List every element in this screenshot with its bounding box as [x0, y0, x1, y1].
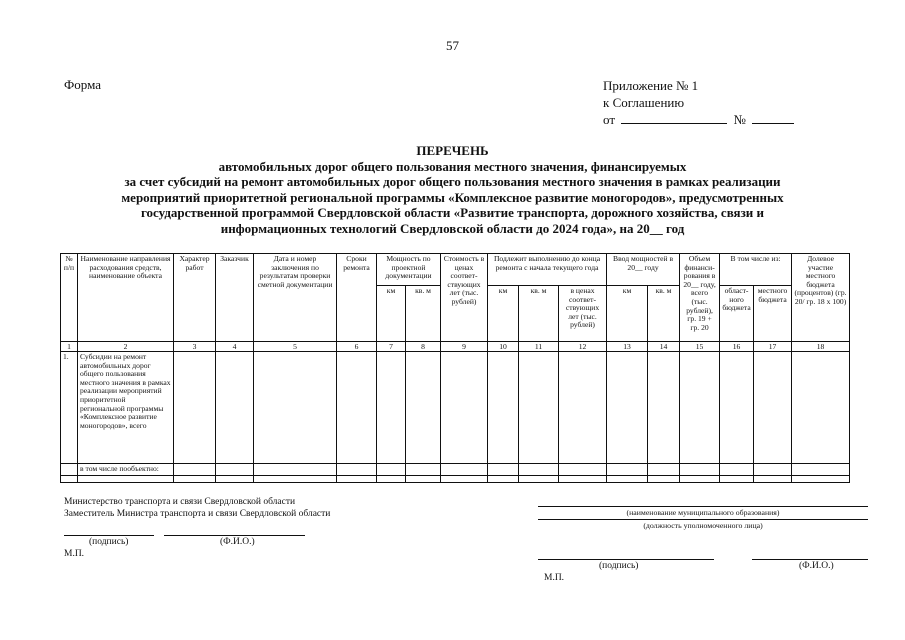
table-row	[61, 464, 850, 476]
empty-cell	[720, 352, 754, 464]
col-number: 3	[174, 342, 216, 352]
empty-cell	[559, 352, 607, 464]
empty-cell	[61, 475, 78, 482]
empty-cell	[754, 464, 792, 476]
annex-title: Приложение № 1	[603, 78, 699, 93]
empty-cell	[519, 464, 559, 476]
empty-cell	[754, 352, 792, 464]
col-number: 16	[720, 342, 754, 352]
number-blank	[752, 111, 794, 124]
signature-line-right	[538, 559, 714, 560]
col-number: 5	[254, 342, 337, 352]
empty-cell	[216, 475, 254, 482]
header-capacity-sqm: кв. м	[406, 286, 441, 342]
empty-cell	[680, 352, 720, 464]
empty-cell	[519, 475, 559, 482]
empty-cell	[174, 352, 216, 464]
empty-cell	[174, 475, 216, 482]
empty-cell	[607, 464, 648, 476]
header-volume: Объем финанси-рования в 20__ году, всего (тыс. рублей), гр. 19 + гр. 20	[680, 254, 720, 342]
header-including: В том числе из:	[720, 254, 792, 286]
header-subject-sqm: кв. м	[519, 286, 559, 342]
header-terms: Сроки ремонта	[337, 254, 377, 342]
header-capacity: Мощность по проектной документации	[377, 254, 441, 286]
title-line-5: государственной программой Свердловской области «Развитие транспорта, дорожного хозяйства, связи и	[140, 205, 765, 220]
empty-cell	[607, 475, 648, 482]
annex-from-label: от	[603, 112, 616, 127]
empty-cell	[559, 464, 607, 476]
header-customer: Заказчик	[216, 254, 254, 342]
col-number: 1	[61, 342, 78, 352]
empty-cell	[337, 464, 377, 476]
empty-cell	[406, 352, 441, 464]
position-line	[538, 519, 868, 520]
col-number: 8	[406, 342, 441, 352]
header-cost: Стоимость в ценах соответ-ствующих лет (тыс. рублей)	[441, 254, 488, 342]
header-input-sqm: кв. м	[648, 286, 680, 342]
header-subject-km: км	[488, 286, 519, 342]
empty-cell	[337, 475, 377, 482]
empty-cell	[559, 475, 607, 482]
empty-cell	[216, 352, 254, 464]
col-number: 6	[337, 342, 377, 352]
signature-line	[64, 535, 154, 536]
empty-cell	[441, 464, 488, 476]
empty-cell	[648, 352, 680, 464]
col-number: 18	[792, 342, 850, 352]
empty-cell	[254, 475, 337, 482]
col-number: 14	[648, 342, 680, 352]
col-number: 4	[216, 342, 254, 352]
col-number: 7	[377, 342, 406, 352]
roads-table	[60, 253, 850, 483]
col-number: 12	[559, 342, 607, 352]
empty-cell	[792, 352, 850, 464]
fio-caption: (Ф.И.О.)	[220, 537, 255, 547]
title-line-6: информационных технологий Свердловской области до 2024 года», на 20__ год	[220, 220, 685, 236]
empty-cell	[377, 464, 406, 476]
header-conclusion: Дата и номер заключения по результатам проверки сметной документации	[254, 254, 337, 342]
deputy-minister: Заместитель Министра транспорта и связи Свердловской области	[64, 509, 331, 519]
position-caption: (должность уполномоченного лица)	[643, 521, 763, 530]
annex-number-label: №	[733, 112, 746, 127]
empty-cell	[337, 352, 377, 464]
fio-line-right	[752, 559, 868, 560]
municipality-line	[538, 506, 868, 507]
empty-cell	[720, 475, 754, 482]
municipality-caption: (наименование муниципального образования)	[626, 508, 780, 517]
empty-cell	[720, 464, 754, 476]
empty-cell	[488, 464, 519, 476]
header-num: № п/п	[61, 254, 78, 342]
title-line-4: мероприятий приоритетной региональной программы «Комплексное развитие моногородов», предусмотренных	[121, 189, 784, 205]
col-number: 11	[519, 342, 559, 352]
column-numbers-row	[61, 342, 850, 352]
empty-cell	[441, 352, 488, 464]
header-capacity-km: км	[377, 286, 406, 342]
annex-date-number	[603, 111, 794, 128]
title-line-1: ПЕРЕЧЕНЬ	[416, 143, 489, 158]
header-input-km: км	[607, 286, 648, 342]
empty-cell	[488, 475, 519, 482]
col-number: 15	[680, 342, 720, 352]
col-number: 17	[754, 342, 792, 352]
fio-caption-right: (Ф.И.О.)	[799, 561, 834, 571]
empty-cell	[254, 464, 337, 476]
empty-cell	[377, 475, 406, 482]
empty-cell	[488, 352, 519, 464]
row-including-label: в том числе пообъектно:	[78, 464, 174, 476]
col-number: 10	[488, 342, 519, 352]
row-object: Субсидии на ремонт автомобильных дорог общего пользования местного значения в рамках реализации мероприятий приоритетной региональной программы «Комплексное развитие моногородов», всего	[78, 352, 174, 464]
fio-line	[164, 535, 305, 536]
empty-cell	[216, 464, 254, 476]
title-line-2: автомобильных дорог общего пользования местного значения, финансируемых	[218, 158, 687, 174]
title-line-3: за счет субсидий на ремонт автомобильных дорог общего пользования местного значения в рамках реализации	[124, 174, 781, 189]
empty-cell	[792, 464, 850, 476]
empty-cell	[754, 475, 792, 482]
table-row	[61, 352, 850, 464]
empty-cell	[680, 464, 720, 476]
stamp-place: М.П.	[64, 549, 85, 559]
empty-cell	[406, 475, 441, 482]
empty-cell	[61, 464, 78, 476]
header-local-budget: местного бюджета	[754, 286, 792, 342]
header-share: Долевое участие местного бюджета (процентов) (гр. 20/ гр. 18 x 100)	[792, 254, 850, 342]
empty-cell	[648, 475, 680, 482]
row-num: 1.	[61, 352, 78, 464]
empty-cell	[680, 475, 720, 482]
empty-cell	[406, 464, 441, 476]
empty-cell	[254, 352, 337, 464]
empty-cell	[174, 464, 216, 476]
annex-agreement: к Соглашению	[603, 95, 685, 110]
header-subject-prices: в ценах соответ-ствующих лет (тыс. рублей)	[559, 286, 607, 342]
signature-caption-right: (подпись)	[599, 561, 639, 571]
header-input: Ввод мощностей в 20__ году	[607, 254, 680, 286]
header-regional-budget: област-ного бюджета	[720, 286, 754, 342]
header-name: Наименование направления расходования средств, наименование объекта	[78, 254, 174, 342]
empty-cell	[519, 352, 559, 464]
signature-caption: (подпись)	[89, 537, 129, 547]
col-number: 13	[607, 342, 648, 352]
empty-cell	[377, 352, 406, 464]
annex-block	[603, 77, 794, 128]
empty-cell	[792, 475, 850, 482]
stamp-place-right: М.П.	[544, 573, 565, 583]
empty-cell	[648, 464, 680, 476]
empty-cell	[78, 475, 174, 482]
ministry-name: Министерство транспорта и связи Свердловской области	[64, 497, 296, 507]
col-number: 2	[78, 342, 174, 352]
header-type: Характер работ	[174, 254, 216, 342]
empty-cell	[607, 352, 648, 464]
document-title	[0, 143, 905, 236]
table-row	[61, 475, 850, 482]
date-blank	[621, 111, 727, 124]
empty-cell	[441, 475, 488, 482]
page-number: 57	[446, 38, 459, 53]
form-label: Форма	[64, 77, 101, 92]
col-number: 9	[441, 342, 488, 352]
header-subject: Подлежит выполнению до конца ремонта с начала текущего года	[488, 254, 607, 286]
